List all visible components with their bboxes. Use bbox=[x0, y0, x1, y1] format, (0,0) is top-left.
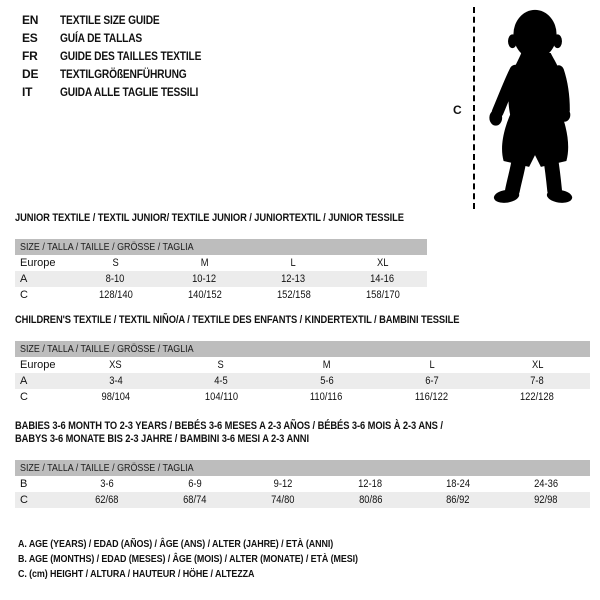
size-header-bar bbox=[15, 239, 427, 255]
row-label: C bbox=[20, 289, 28, 301]
childrens-textile-table bbox=[15, 314, 590, 405]
row-label: C bbox=[15, 492, 63, 508]
row-value-text: 14-16 bbox=[370, 273, 395, 285]
language-code: EN bbox=[22, 13, 39, 27]
row-value-text: 3-6 bbox=[100, 478, 114, 490]
language-row bbox=[22, 65, 226, 83]
row-value bbox=[63, 492, 151, 508]
row-value bbox=[274, 389, 379, 405]
table-row bbox=[15, 492, 590, 508]
row-label: Europe bbox=[20, 257, 56, 269]
language-title-text: TEXTILGRÖßENFÜHRUNG bbox=[60, 67, 187, 81]
row-value-text: S bbox=[217, 359, 225, 371]
legend-note-text: B. AGE (MONTHS) / EDAD (MESES) / ÂGE (MOIS) / ALTER (MONATE) / ETÀ (MESI) bbox=[18, 553, 358, 565]
row-value bbox=[326, 492, 414, 508]
row-value-text: 152/158 bbox=[276, 289, 311, 301]
row-value bbox=[239, 492, 327, 508]
table-row bbox=[15, 476, 590, 492]
language-code: DE bbox=[22, 67, 39, 81]
row-label: A bbox=[15, 373, 63, 389]
row-value-text: S bbox=[112, 257, 119, 269]
row-value-text: 116/122 bbox=[415, 391, 449, 403]
row-value bbox=[63, 476, 151, 492]
row-value bbox=[71, 255, 160, 271]
size-header-bar bbox=[15, 341, 590, 357]
language-title-text: GUIDA ALLE TAGLIE TESSILI bbox=[60, 85, 199, 99]
height-measure-label: C bbox=[453, 103, 462, 117]
row-value bbox=[249, 287, 338, 303]
legend-note-text: C. (cm) HEIGHT / ALTURA / HAUTEUR / HÖHE / ALTEZZA bbox=[18, 568, 255, 580]
figure-area bbox=[450, 2, 600, 214]
height-measure-dashed-line bbox=[473, 7, 475, 209]
table-row bbox=[15, 389, 590, 405]
row-value bbox=[63, 357, 168, 373]
row-value bbox=[249, 255, 338, 271]
row-value-text: M bbox=[322, 359, 331, 371]
baby-silhouette-icon bbox=[476, 4, 594, 210]
row-value bbox=[338, 287, 427, 303]
row-value-text: 6-9 bbox=[187, 478, 202, 490]
row-value bbox=[168, 373, 273, 389]
language-list bbox=[22, 11, 226, 101]
row-value-text: 8-10 bbox=[106, 273, 125, 285]
row-value bbox=[63, 389, 168, 405]
legend-note-text: A. AGE (YEARS) / EDAD (AÑOS) / ÂGE (ANS) / ALTER (JAHRE) / ETÀ (ANNI) bbox=[18, 538, 334, 550]
row-value bbox=[274, 373, 379, 389]
table-title bbox=[15, 212, 427, 225]
table-title-text: CHILDREN'S TEXTILE / TEXTIL NIÑO/A / TEXTILE DES ENFANTS / KINDERTEXTIL / BAMBINI TESSILE bbox=[15, 314, 460, 326]
row-value-text: 68/74 bbox=[183, 494, 207, 506]
row-value-text: M bbox=[200, 257, 209, 269]
row-value-text: 10-12 bbox=[192, 273, 217, 285]
table-title bbox=[15, 314, 590, 327]
row-value-text: 80/86 bbox=[358, 494, 383, 506]
row-value bbox=[168, 357, 273, 373]
row-value-text: 12-13 bbox=[281, 273, 306, 285]
legend-note bbox=[18, 537, 418, 552]
size-header-cell bbox=[15, 239, 427, 255]
size-table bbox=[15, 341, 590, 405]
size-header-text: SIZE / TALLA / TAILLE / GRÖSSE / TAGLIA bbox=[20, 343, 194, 355]
table-title bbox=[15, 420, 590, 433]
language-title bbox=[60, 67, 209, 81]
language-title-text: GUIDE DES TAILLES TEXTILE bbox=[60, 49, 202, 63]
row-value-text: 24-36 bbox=[534, 478, 559, 490]
row-value-text: 92/98 bbox=[534, 494, 558, 506]
row-value-text: 7-8 bbox=[530, 375, 545, 387]
row-value bbox=[379, 357, 484, 373]
legend-note bbox=[18, 552, 418, 567]
language-title-text: TEXTILE SIZE GUIDE bbox=[60, 13, 160, 27]
row-value bbox=[239, 476, 327, 492]
size-header-cell bbox=[15, 460, 590, 476]
table-row bbox=[15, 255, 427, 271]
row-value bbox=[338, 271, 427, 287]
row-value-text: 9-12 bbox=[273, 478, 292, 490]
row-value-text: 12-18 bbox=[358, 478, 383, 490]
row-value bbox=[485, 357, 590, 373]
row-value-text: XL bbox=[376, 257, 389, 269]
row-value bbox=[485, 389, 590, 405]
row-value bbox=[379, 373, 484, 389]
language-row bbox=[22, 47, 226, 65]
row-value-text: XL bbox=[531, 359, 544, 371]
row-value bbox=[168, 389, 273, 405]
language-title bbox=[60, 49, 226, 63]
row-label: A bbox=[15, 271, 71, 287]
size-header-text: SIZE / TALLA / TAILLE / GRÖSSE / TAGLIA bbox=[20, 241, 194, 253]
row-value bbox=[502, 476, 590, 492]
row-value-text: 74/80 bbox=[270, 494, 295, 506]
babies-textile-table bbox=[15, 420, 590, 508]
legend-notes bbox=[18, 537, 418, 582]
language-code: FR bbox=[22, 49, 38, 63]
row-value bbox=[160, 287, 249, 303]
language-row bbox=[22, 83, 226, 101]
language-title bbox=[60, 13, 177, 27]
row-value-text: 3-4 bbox=[108, 375, 123, 387]
language-title bbox=[60, 31, 157, 45]
row-value bbox=[274, 357, 379, 373]
language-row bbox=[22, 29, 226, 47]
row-value-text: 4-5 bbox=[214, 375, 228, 387]
row-value bbox=[71, 271, 160, 287]
row-value-text: L bbox=[429, 359, 435, 371]
size-table bbox=[15, 460, 590, 508]
table-title-block bbox=[15, 212, 427, 225]
row-value-text: 104/110 bbox=[204, 391, 238, 403]
row-value bbox=[151, 476, 239, 492]
table-row bbox=[15, 373, 590, 389]
row-value bbox=[160, 271, 249, 287]
row-value-text: 18-24 bbox=[446, 478, 471, 490]
row-value-text: 6-7 bbox=[425, 375, 439, 387]
table-title-text: BABIES 3-6 MONTH TO 2-3 YEARS / BEBÉS 3-6 MESES A 2-3 AÑOS / BÉBÉS 3-6 MOIS À 2-3 ANS / bbox=[15, 420, 443, 432]
table-title-block bbox=[15, 314, 590, 327]
table-row bbox=[15, 271, 427, 287]
row-value bbox=[414, 492, 502, 508]
row-value-text: 5-6 bbox=[319, 375, 334, 387]
language-row bbox=[22, 11, 226, 29]
row-label: Europe bbox=[20, 359, 56, 371]
size-table bbox=[15, 239, 427, 303]
language-title-text: GUÍA DE TALLAS bbox=[60, 31, 143, 45]
row-value-text: 62/68 bbox=[95, 494, 119, 506]
table-title-line2 bbox=[15, 433, 590, 446]
row-label: B bbox=[20, 478, 28, 490]
row-value-text: 140/152 bbox=[187, 289, 222, 301]
language-code: ES bbox=[22, 31, 38, 45]
row-value-text: 86/92 bbox=[446, 494, 470, 506]
row-value bbox=[160, 255, 249, 271]
legend-note bbox=[18, 567, 418, 582]
row-value bbox=[485, 373, 590, 389]
row-value bbox=[71, 287, 160, 303]
table-row bbox=[15, 357, 590, 373]
table-title-block bbox=[15, 420, 590, 446]
row-value-text: 110/116 bbox=[310, 391, 343, 403]
row-value-text: 98/104 bbox=[101, 391, 130, 403]
language-title bbox=[60, 85, 223, 99]
row-value bbox=[151, 492, 239, 508]
row-value-text: 122/128 bbox=[520, 391, 555, 403]
table-row bbox=[15, 287, 427, 303]
table-title-text: JUNIOR TEXTILE / TEXTIL JUNIOR/ TEXTILE JUNIOR / JUNIORTEXTIL / JUNIOR TESSILE bbox=[15, 212, 404, 224]
row-value-text: 158/170 bbox=[365, 289, 400, 301]
row-value-text: XS bbox=[109, 359, 122, 371]
row-value bbox=[249, 271, 338, 287]
row-value bbox=[338, 255, 427, 271]
row-value bbox=[379, 389, 484, 405]
language-code: IT bbox=[22, 85, 33, 99]
size-header-cell bbox=[15, 341, 590, 357]
junior-textile-table bbox=[15, 212, 427, 303]
row-label: C bbox=[20, 391, 28, 403]
size-header-text: SIZE / TALLA / TAILLE / GRÖSSE / TAGLIA bbox=[20, 462, 194, 474]
size-header-bar bbox=[15, 460, 590, 476]
row-value bbox=[414, 476, 502, 492]
row-value bbox=[63, 373, 168, 389]
row-value-text: 128/140 bbox=[98, 289, 133, 301]
table-title-text: BABYS 3-6 MONATE BIS 2-3 JAHRE / BAMBINI 3-6 MESI A 2-3 ANNI bbox=[15, 433, 309, 445]
row-value-text: L bbox=[290, 257, 297, 269]
row-value bbox=[502, 492, 590, 508]
row-value bbox=[326, 476, 414, 492]
